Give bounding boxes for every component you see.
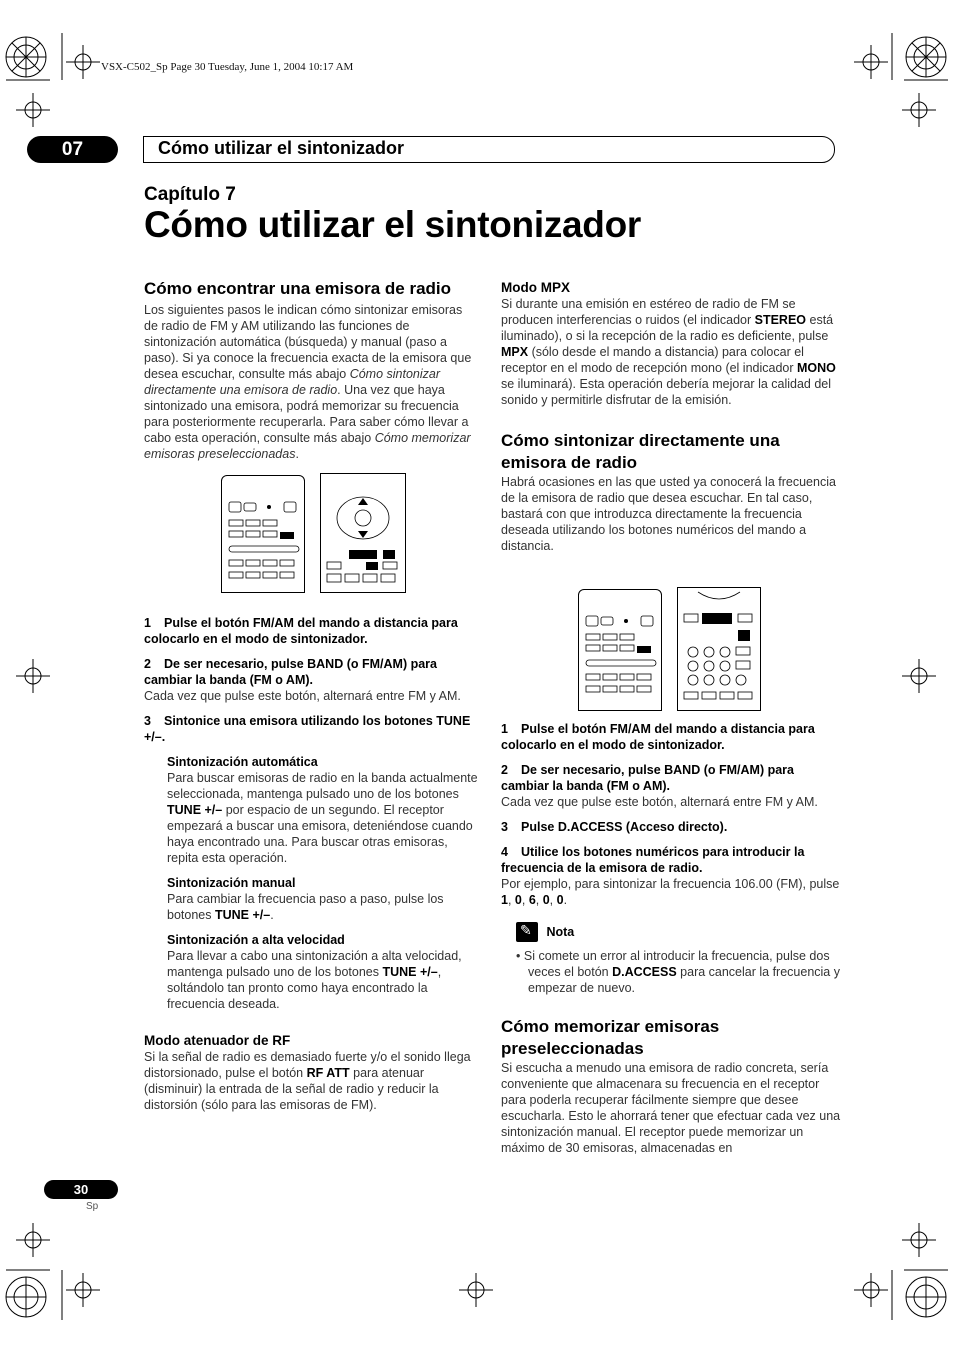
note-pencil-icon	[516, 922, 538, 942]
auto-tuning-heading: Sintonización automática	[167, 755, 318, 769]
section-heading-memorize: Cómo memorizar emisoras preseleccionadas	[501, 1017, 720, 1058]
fast-tuning-body: Para llevar a cabo una sintonización a alta velocidad, mantenga pulsado uno de los botones TUNE +/–, soltándolo tan pronto como haya encontrado la frecuencia deseada.	[167, 949, 462, 1011]
find-intro: Los siguientes pasos le indican cómo sintonizar emisoras de radio de FM y AM utilizando las funciones de sintonización automática (búsqueda) y manual (paso a paso). Si ya conoce la frecuencia exacta de la emisora que desea escuchar, consulte más abajo Cómo sintonizar directamente una emisora de radio. Una vez que haya sintonizado una emisora, podrá memorizar su frecuencia para posteriormente recuperarla. Para saber cómo llevar a cabo esta operación, consulte más abajo Cómo memorizar emisoras preseleccionadas.	[144, 303, 472, 461]
memorize-body: Si escucha a menudo una emisora de radio concreta, sería conveniente que almacenara su frecuencia en el receptor para poderla recuperar fácilmente siempre que desee escucharla. Esto le ahorrará tener que efectuar cada vez una sintonización manual. El receptor puede memorizar un máximo de 30 emisoras, almacenadas en	[501, 1061, 841, 1155]
chapter-number-badge: 07	[27, 136, 118, 163]
left-steps	[144, 615, 484, 1113]
page-language: Sp	[86, 1201, 99, 1212]
note-body: • Si comete un error al introducir la frecuencia, pulse dos veces el botón D.ACCESS para cancelar la frecuencia y empezar de nuevo.	[516, 949, 840, 995]
right-step-3: 3 Pulse D.ACCESS (Acceso directo).	[501, 820, 728, 834]
print-header: VSX-C502_Sp Page 30 Tuesday, June 1, 2004 10:17 AM	[101, 61, 354, 73]
left-step-2: 2 De ser necesario, pulse BAND (o FM/AM) para cambiar la banda (FM o AM).	[144, 657, 437, 687]
chapter-title-bar	[143, 136, 835, 163]
remote-illustration-numeric	[677, 587, 761, 711]
remote-tuner-buttons	[321, 474, 405, 592]
note-block	[516, 922, 841, 996]
fast-tuning-heading: Sintonización a alta velocidad	[167, 933, 345, 947]
right-step-4: 4 Utilice los botones numéricos para introducir la frecuencia de la emisora de radio.	[501, 845, 805, 875]
manual-tuning-body: Para cambiar la frecuencia paso a paso, pulse los botones TUNE +/–.	[167, 892, 444, 922]
rf-att-body: Si la señal de radio es demasiado fuerte y/o el sonido llega distorsionado, pulse el botón RF ATT para atenuar (disminuir) la entrada de la señal de radio y reducir la distorsión (sólo para las emisoras de FM).	[144, 1050, 471, 1112]
right-steps	[501, 721, 841, 1156]
remote-illustration-tuner	[320, 473, 406, 593]
section-heading-find: Cómo encontrar una emisora de radio	[144, 279, 452, 298]
page-title: Cómo utilizar el sintonizador	[144, 204, 641, 245]
right-step-4-body: Por ejemplo, para sintonizar la frecuencia 106.00 (FM), pulse 1, 0, 6, 0, 0.	[501, 877, 840, 907]
chapter-bar-title: Cómo utilizar el sintonizador	[158, 138, 405, 158]
right-step-1: 1 Pulse el botón FM/AM del mando a distancia para colocarlo en el modo de sintonizador.	[501, 722, 815, 752]
remote-illustration-front-2	[578, 589, 662, 711]
remote-front-buttons	[222, 476, 304, 592]
mpx-body: Si durante una emisión en estéreo de radio de FM se producen interferencias o ruidos (el indicador STEREO está iluminado), o si la recepción de la radio es deficiente, pulse MPX (sólo desde el mando a distancia) para colocar el receptor en el modo de recepción mono (el indicador MONO se iluminará). Esta operación debería mejorar la calidad del sonido y permitirle disfrutar de la emisión.	[501, 297, 836, 407]
chapter-label: Capítulo 7	[144, 184, 236, 205]
mpx-heading: Modo MPX	[501, 280, 570, 295]
left-column	[144, 278, 479, 462]
right-step-2: 2 De ser necesario, pulse BAND (o FM/AM) para cambiar la banda (FM o AM).	[501, 763, 794, 793]
note-heading: ✎ Nota	[516, 922, 841, 942]
remote-front-2-buttons	[579, 590, 661, 710]
page-number: 30	[44, 1180, 118, 1199]
auto-tuning-body: Para buscar emisoras de radio en la banda actualmente seleccionada, mantenga pulsado uno de los botones TUNE +/– por espacio de un segundo. El receptor empezará a buscar una emisora, deteniéndose cuando haya encontrado una. Para buscar otras emisoras, repita esta operación.	[167, 771, 478, 865]
left-step-1: 1 Pulse el botón FM/AM del mando a distancia para colocarlo en el modo de sintonizador.	[144, 616, 458, 646]
right-step-2-body: Cada vez que pulse este botón, alternará entre FM y AM.	[501, 795, 818, 809]
remote-illustration-front	[221, 475, 305, 593]
left-step-3: 3 Sintonice una emisora utilizando los botones TUNE +/–.	[144, 714, 471, 744]
right-column-top	[501, 279, 836, 554]
manual-tuning-heading: Sintonización manual	[167, 876, 296, 890]
direct-body: Habrá ocasiones en las que usted ya conocerá la frecuencia de la emisora de radio que desea escuchar. En tal caso, bastará con que introduzca directamente la frecuencia deseada utilizando los botones numéricos del mando a distancia.	[501, 475, 836, 553]
left-step-2-body: Cada vez que pulse este botón, alternará entre FM y AM.	[144, 689, 461, 703]
tuning-subsections	[167, 754, 480, 1012]
rf-att-heading: Modo atenuador de RF	[144, 1033, 291, 1048]
remote-numeric-buttons	[678, 588, 760, 710]
section-heading-direct: Cómo sintonizar directamente una emisora de radio	[501, 431, 780, 472]
